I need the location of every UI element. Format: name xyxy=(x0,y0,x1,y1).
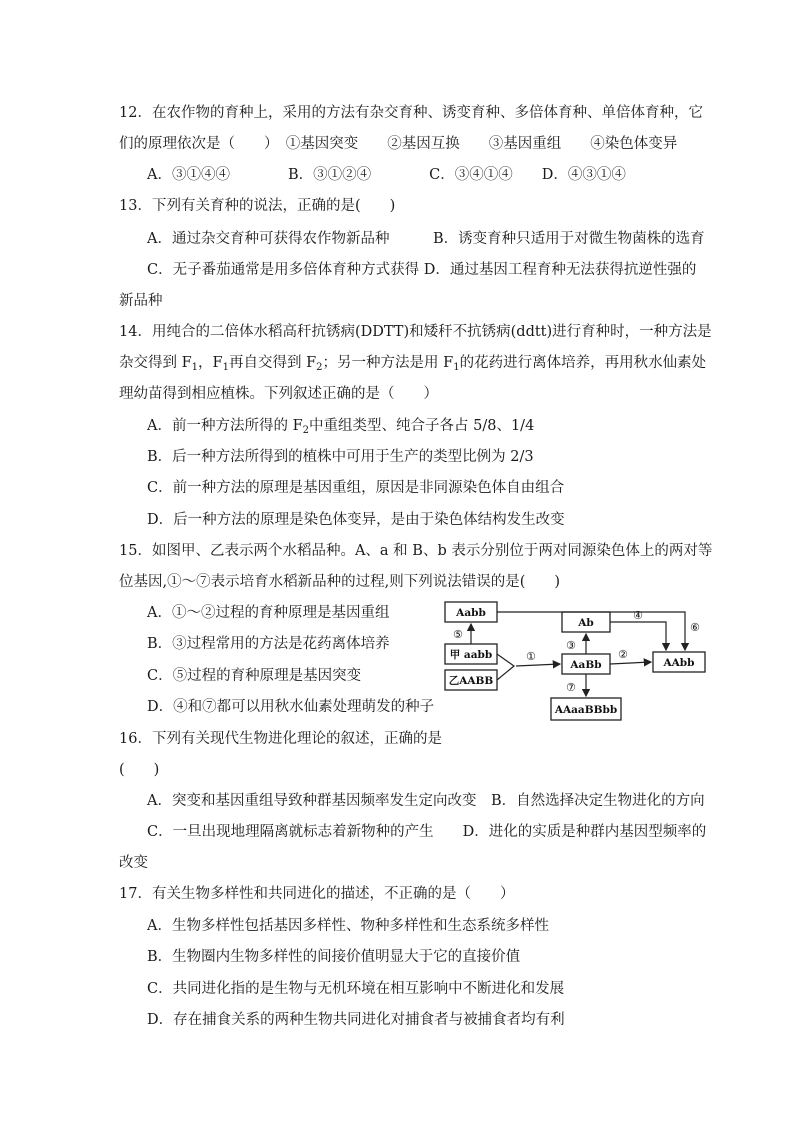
brace-join xyxy=(497,654,514,680)
q13-options-cd-cont: 新品种 xyxy=(119,293,163,309)
step-4-label: ④ xyxy=(633,609,643,622)
q14-stem-line3: 理幼苗得到相应植株。下列叙述正确的是（ ） xyxy=(119,386,438,402)
q14-option-b: B．后一种方法所得到的植株中可用于生产的类型比例为 2/3 xyxy=(147,449,534,465)
q16-paren: ( ) xyxy=(119,762,160,778)
label-aabb-mid: AaBb xyxy=(570,659,602,671)
step-5-label: ⑤ xyxy=(453,628,463,641)
q17-stem: 17．有关生物多样性和共同进化的描述，不正确的是（ ） xyxy=(119,886,515,902)
q12-stem-line1: 12．在农作物的育种上，采用的方法有杂交育种、诱变育种、多倍体育种、单倍体育种，它 xyxy=(119,105,703,121)
q17-option-d: D．存在捕食关系的两种生物共同进化对捕食者与被捕食者均有利 xyxy=(147,1012,565,1028)
step-3-label: ③ xyxy=(566,639,576,652)
q15-option-b: B．③过程常用的方法是花药离体培养 xyxy=(147,636,390,652)
q14-text-a: 杂交得到 F xyxy=(119,355,192,371)
label-ab: Ab xyxy=(578,617,594,629)
q14-text-b: ，F xyxy=(198,355,223,371)
q14-stem-line2 xyxy=(119,354,706,372)
label-aabb-right: AAbb xyxy=(663,657,695,669)
label-aabb-top: Aabb xyxy=(456,607,486,619)
q13-stem: 13．下列有关育种的说法，正确的是( ) xyxy=(119,198,396,214)
step-2-label: ② xyxy=(618,648,628,661)
arrow-2 xyxy=(610,662,651,664)
q15-option-c: C．⑤过程的育种原理是基因突变 xyxy=(147,668,362,684)
q13-options-ab: A．通过杂交育种可获得农作物新品种 B．诱变育种只适用于对微生物菌株的选育 xyxy=(147,231,705,247)
q17-option-c: C．共同进化指的是生物与无机环境在相互影响中不断进化和发展 xyxy=(147,981,565,997)
q14-sub-f1a: 1 xyxy=(191,362,199,373)
q15-stem-line1: 15．如图甲、乙表示两个水稻品种。A、a 和 B、b 表示分别位于两对同源染色体上的两对等 xyxy=(119,543,713,559)
q14-text-e: 的花药进行离体培养，再用秋水仙素处 xyxy=(459,355,707,371)
arrow-4 xyxy=(610,622,666,650)
q16-stem: 16．下列有关现代生物进化理论的叙述，正确的是 xyxy=(119,731,442,747)
label-aaaabbbb: AAaaBBbb xyxy=(554,704,618,716)
q17-option-b: B．生物圈内生物多样性的间接价值明显大于它的直接价值 xyxy=(147,949,521,965)
q16-options-ab: A．突变和基因重组导致种群基因频率发生定向改变 B．自然选择决定生物进化的方向 xyxy=(147,793,705,809)
q12-options: A．③①④④ B．③①②④ C．③④①④ D．④③①④ xyxy=(147,167,626,183)
q14-text-c: 再自交得到 F xyxy=(228,355,317,371)
breeding-diagram-svg xyxy=(440,600,720,725)
step-7-label: ⑦ xyxy=(566,681,576,694)
breeding-diagram xyxy=(440,600,720,725)
q15-option-d: D．④和⑦都可以用秋水仙素处理萌发的种子 xyxy=(147,699,435,715)
q15-stem-line2: 位基因,①～⑦表示培育水稻新品种的过程,则下列说法错误的是( ) xyxy=(119,574,561,590)
q12-stem-line2: 们的原理依次是（ ） ①基因突变 ②基因互换 ③基因重组 ④染色体变异 xyxy=(119,136,678,152)
q14-option-a xyxy=(147,417,534,435)
q14-stem-line1: 14．用纯合的二倍体水稻高秆抗锈病(DDTT)和矮秆不抗锈病(ddtt)进行育种时，一种方法是 xyxy=(119,324,712,340)
q16-options-cd-cont: 改变 xyxy=(119,855,148,871)
q14-option-c: C．前一种方法的原理是基因重组，原因是非同源染色体自由组合 xyxy=(147,480,565,496)
q14-opt-a-part1: A．前一种方法所得的 F xyxy=(147,418,303,434)
q16-options-cd: C．一旦出现地理隔离就标志着新物种的产生 D．进化的实质是种群内基因型频率的 xyxy=(147,824,707,840)
step-6-label: ⑥ xyxy=(690,621,700,634)
q14-opt-a-sub: 2 xyxy=(302,425,310,436)
arrow-1 xyxy=(516,664,560,666)
q14-sub-f2: 2 xyxy=(316,362,323,373)
q13-options-cd: C．无子番茄通常是用多倍体育种方式获得 D．通过基因工程育种无法获得抗逆性强的 xyxy=(147,262,697,278)
q14-text-d: ；另一种方法是用 F xyxy=(322,355,454,371)
step-1-label: ① xyxy=(526,650,536,663)
label-jia: 甲 aabb xyxy=(449,649,493,661)
q14-sub-f1b: 1 xyxy=(222,362,229,373)
q15-option-a: A．①～②过程的育种原理是基因重组 xyxy=(147,605,390,621)
q14-opt-a-part2: 中重组类型、纯合子各占 5/8、1/4 xyxy=(309,418,535,434)
q14-sub-f1c: 1 xyxy=(453,362,460,373)
q14-option-d: D．后一种方法的原理是染色体变异，是由于染色体结构发生改变 xyxy=(147,512,565,528)
q17-option-a: A．生物多样性包括基因多样性、物种多样性和生态系统多样性 xyxy=(147,918,549,934)
label-yi: 乙AABB xyxy=(448,675,494,687)
